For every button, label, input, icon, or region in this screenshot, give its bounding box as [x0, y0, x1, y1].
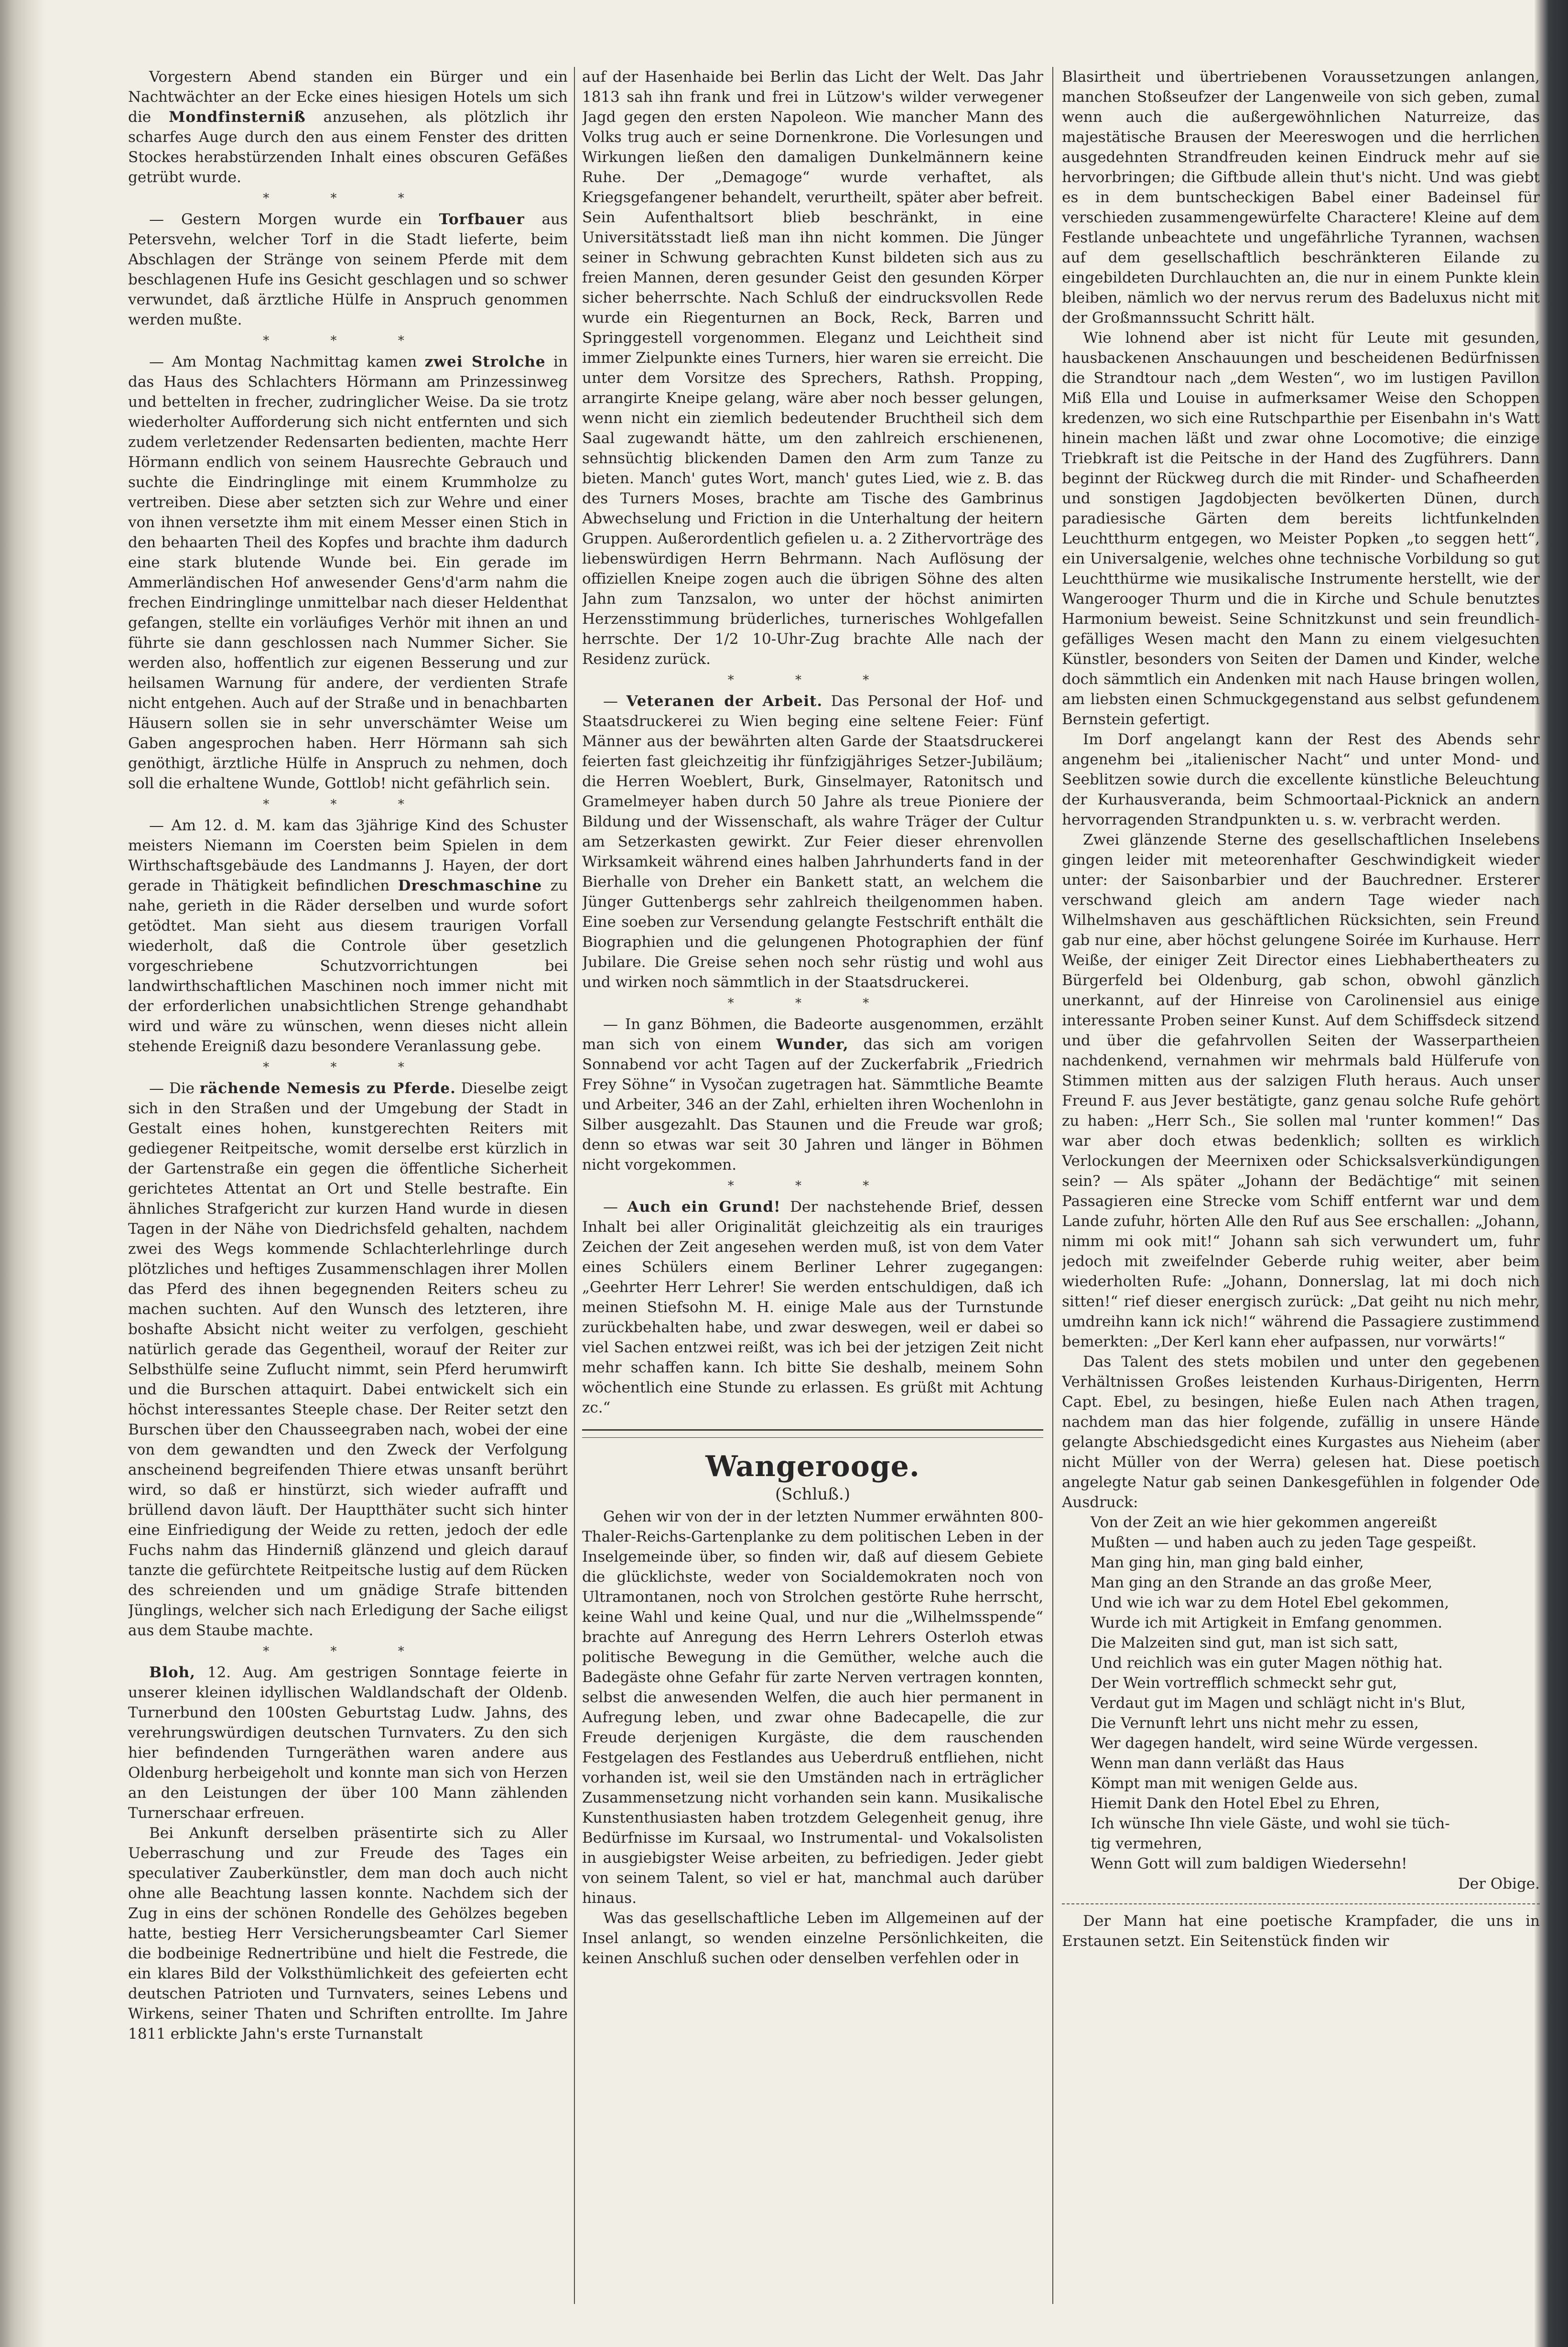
article-paragraph: — Am Montag Nachmittag kamen zwei Strolche in das Haus des Schlachters Hörmann am Prinzessinweg und bettelten in frecher, zudringlicher Weise. Da sie trotz wiederholter Aufforderung sich nicht entfernten und sich zudem verletzender Redensarten bedienten, machte Herr Hörmann endlich von seinem Hausrechte Gebrauch und suchte die Eindringlinge mit einem Krummholze zu vertreiben. Diese aber setzten sich zur Wehre und einer von ihnen versetzte ihm mit einem Messer einen Stich in den behaarten Theil des Kopfes und brachte ihm dadurch eine stark blutende Wunde bei. Ein gerade im Ammerländischen Hof anwesender Gens'd'arm nahm die frechen Eindringlinge unmittelbar nach dieser Heldenthat gefangen, stellte ein vorläufiges Verhör mit ihnen an und führte sie dann geschlossen nach Nummer Sicher. Sie werden also, hoffentlich zur eigenen Besserung und zur heilsamen Warnung für andere, der verdienten Strafe nicht entgehen. Auch auf der Straße und in benachbarten Häusern sollen sie in sehr unverschämter Weise um Gaben angesprochen haben. Herr Hörmann sah sich genöthigt, ärztliche Hülfe in Anspruch zu nehmen, doch soll die erhaltene Wunde, Gottlob! nicht gefährlich sein.: [128, 353, 568, 792]
article-paragraph: — Die rächende Nemesis zu Pferde. Dieselbe zeigt sich in den Straßen und der Umgebung der Stadt in Gestalt eines hohen, kunstgerechten Reiters mit gediegener Reitpeitsche, womit derselbe erst kürzlich in der Gartenstraße ein gegen die öffentliche Sicherheit gerichtetes Attentat an Ort und Stelle bestrafte. Ein ähnliches Strafgericht zur kurzen Hand wurde in diesen Tagen in der Nähe von Diedrichsfeld gehalten, nachdem zwei des Wegs kommende Schlachterlehrlinge durch plötzliches und heftiges Zusammenschlagen ihrer Mollen das Pferd des ihnen begegnenden Reiters scheu zu machen suchten. Auf den Wunsch des letzteren, ihre boshafte Absicht nicht weiter zu verfolgen, geschieht natürlich gerade das Gegentheil, worauf der Reiter zur Selbsthülfe seine Zuflucht nimmt, sein Pferd herumwirft und die Burschen attaquirt. Dabei entwickelt sich ein höchst interessantes Steeple chase. Der Reiter setzt den Burschen über den Chausseegraben nach, wobei der eine von dem gewandten und den Zweck der Verfolgung anscheinend begreifenden Thiere etwas unsanft berührt wird, so daß er hinstürzt, sich wieder aufrafft und brüllend davon läuft. Der Hauptthäter sucht sich hinter eine Einfriedigung der Weide zu retten, jedoch der edle Fuchs nahm das Hinderniß glänzend und gleich darauf tanzte die gefürchtete Reitpeitsche lustig auf dem Rücken des schreienden und um gnädige Strafe bittenden Jünglings, welcher sich nach Erledigung der Sache eiligst aus dem Staube machte.: [128, 1080, 568, 1639]
article-paragraph: — In ganz Böhmen, die Badeorte ausgenommen, erzählt man sich von einem Wunder, das sich am vorigen Sonnabend vor acht Tagen auf der Zuckerfabrik „Friedrich Frey Söhne“ in Vysočan zugetragen hat. Sämmtliche Beamte und Arbeiter, 346 an der Zahl, erhielten ihren Wochenlohn in Silber ausgezahlt. Das Staunen und die Freude war groß; denn so etwas war seit 30 Jahren und länger in Böhmen nicht vorgekommen.: [582, 1016, 1043, 1174]
section-separator: * * *: [263, 797, 433, 812]
article-paragraph: Der Mann hat eine poetische Krampfader, die uns in Erstaunen setzt. Ein Seitenstück finden wir: [1062, 1912, 1540, 1950]
section-separator: * * *: [727, 673, 898, 687]
section-separator: * * *: [727, 1179, 898, 1193]
column-rule-2: [1052, 67, 1053, 2304]
article-subtitle: (Schluß.): [775, 1485, 851, 1504]
article-headline: Wangerooge.: [705, 1450, 920, 1483]
article-paragraph: Das Talent des stets mobilen und unter den gegebenen Verhältnissen Großes leistenden Kurhaus-Dirigenten, Herrn Capt. Ebel, zu besingen, hieße Eulen nach Athen tragen, nachdem man das hier folgende, zufällig in unsere Hände gelangte Abschiedsgedicht eines Kurgastes aus Nieheim (aber nicht Müller von der Werra) gelesen hat. Diese poetisch angelegte Natur gab seinen Dankesgefühlen in folgender Ode Ausdruck:: [1062, 1353, 1540, 1511]
article-paragraph: Gehen wir von der in der letzten Nummer erwähnten 800-Thaler-Reichs-Gartenplanke zu dem politischen Leben in der Inselgemeinde über, so finden wir, daß auf diesem Gebiete die glücklichste, weder von Socialdemokraten noch von Ultramontanen, noch von Strolchen gestörte Ruhe herrscht, keine Wahl und keine Qual, und nur die „Wilhelmsspende“ brachte auf Anregung des Herrn Lehrers Osterloh etwas politische Bewegung in die Gemüther, welche auch die Badegäste ohne Gefahr für zarte Nerven vertragen konnten, selbst die anwesenden Welfen, die auch hier permanent in Aufregung leben, und zwar ohne Badecapelle, die zur Freude derjenigen Kurgäste, die dem rauschenden Festgelagen des Festlandes aus Ueberdruß entfliehen, nicht vorhanden ist, weil sie den Umständen nach in erträglicher Zusammensetzung nicht vorhanden sein kann. Musikalische Kunstenthusiasten haben trotzdem Gelegenheit genug, ihre Bedürfnisse im Kursaal, wo Instrumental- und Vokalsolisten in ausgiebigster Weise arbeiten, zu befriedigen. Jeder giebt von seinem Talent, so viel er hat, manchmal auch darüber hinaus.: [582, 1508, 1043, 1907]
article-paragraph: Wie lohnend aber ist nicht für Leute mit gesunden, hausbackenen Anschauungen und bescheidenen Bedürfnissen die Strandtour nach „dem Westen“, wo im lustigen Pavillon Miß Ella und Louise in aufmerksamer Weise den Schoppen kredenzen, wo sich eine Rutschparthie per Eisenbahn in's Watt hinein machen läßt und zwar ohne Locomotive; die einzige Triebkraft ist die Peitsche in der Hand des Zugführers. Dann beginnt der Rückweg durch die mit Rinder- und Schafheerden und sonstigen Jagdobjecten bevölkerten Dünen, durch paradiesische Gärten dem bereits lichtfunkelnden Leuchtthurm entgegen, wo Meister Popken „to seggen hett“, ein Universalgenie, welches ohne technische Vorbildung so gut Leuchtthürme wie musikalische Instrumente herstellt, wie der Wangerooger Thurm und die in Kirche und Schule benutztes Harmonium beweist. Seine Schnitzkunst und sein freundlich-gefälliges Wesen macht den Mann zu einem vielgesuchten Künstler, besonders von Seiten der Damen und Kinder, welche doch sämmtlich ein Andenken mit nach Hause bringen wollen, am liebsten einen Schmuckgegenstand aus selbst gefundenem Bernstein gefertigt.: [1062, 329, 1540, 728]
article-paragraph: — Auch ein Grund! Der nachstehende Brief, dessen Inhalt bei aller Originalität gleichzeitig als ein trauriges Zeichen der Zeit angesehen werden muß, ist von dem Vater eines Schülers einem Berliner Lehrer zugegangen: „Geehrter Herr Lehrer! Sie werden entschuldigen, daß ich meinen Stiefsohn M. H. einige Male aus der Turnstunde zurückbehalten habe, und zwar deswegen, weil er dabei so viel Sachen entzwei reißt, was ich bei der jetzigen Zeit nicht mehr schaffen kann. Ich bitte Sie deshalb, meinem Sohn wöchentlich eine Stunde zu erlassen. Es grüßt mit Achtung zc.“: [582, 1198, 1043, 1416]
dashed-separator: [1062, 1903, 1540, 1904]
article-paragraph: Was das gesellschaftliche Leben im Allgemeinen auf der Insel anlangt, so wenden einzelne Persönlichkeiten, die keinen Anschluß suchen oder denselben verfehlen oder in: [582, 1910, 1043, 1967]
section-separator: * * *: [263, 1060, 433, 1075]
article-paragraph: Blasirtheit und übertriebenen Voraussetzungen anlangen, manchen Stoßseufzer der Langenweile von sich geben, zumal wenn auch die außergewöhnlichen Naturreize, das majestätische Brausen der Meereswogen und die herrlichen ausgedehnten Strandfreuden keinen Eindruck mehr auf sie hervorbringen; die Giftbude allein thut's nicht. Und was giebt es in dem buntscheckigen Babel einer Badeinsel für verschieden zusammengewürfelte Charactere! Kleine auf dem Festlande unbeachtete und ungefährliche Tyrannen, wachsen auf dem gesellschaftlich beschränkteren Eilande zu eingebildeten Durchlauchten an, die nur in einem Punkte klein bleiben, nämlich wo der nervus rerum des Badeluxus nicht mit der Großmannssucht Schritt hält.: [1062, 68, 1540, 326]
article-paragraph: Im Dorf angelangt kann der Rest des Abends sehr angenehm bei „italienischer Nacht“ und unter Mond- und Seeblitzen sowie durch die excellente künstliche Beleuchtung der Kurhausveranda, beim Schmoortaal-Picknick an andern hervorragenden Strandpunkten u. s. w. verbracht werden.: [1062, 731, 1540, 828]
article-paragraph: auf der Hasenhaide bei Berlin das Licht der Welt. Das Jahr 1813 sah ihn frank und frei in Lützow's wilder verwegener Jagd gegen den ersten Napoleon. Wie mancher Mann des Volks trug auch er seine Dornenkrone. Die Vorlesungen und Wirkungen ließen den damaligen Dunkelmännern keine Ruhe. Der „Demagoge“ wurde verhaftet, als Kriegsgefangener behandelt, verurtheilt, später aber befreit. Sein Aufenthaltsort blieb beschränkt, in eine Universitätsstadt ließ man ihn nicht kommen. Die Jünger seiner in Schwung gebrachten Kunst bildeten sich aus zu freien Mannen, deren gesunder Geist den gesunden Körper sicher beherrschte. Nach Schluß der eindrucksvollen Rede wurde ein Riegenturnen an Bock, Reck, Barren und Springgestell vorgenommen. Eleganz und Leichtheit sind immer Zielpunkte eines Turners, hier waren sie erreicht. Die unter dem Vorsitze des Sprechers, Rathsh. Propping, arrangirte Kneipe gelang, wäre aber noch besser gelungen, wenn nicht ein ziemlich bedeutender Bruchtheil sich dem Saal zugewandt hätte, um den zahlreich erschienenen, sehnsüchtig blickenden Damen den Arm zum Tanze zu bieten. Manch' gutes Wort, manch' gutes Lied, wie z. B. das des Turners Moses, brachte am Tische des Gambrinus Abwechselung und Friction in die Unterhaltung der heitern Gruppen. Außerordentlich gefielen u. a. 2 Zithervorträge des liebenswürdigen Herrn Behrmann. Nach Auflösung der offiziellen Kneipe zogen auch die übrigen Söhne des alten Jahn zum Tanzsalon, wo unter der höchst animirten Herzensstimmung brüderliches, turnerisches Wohlgefallen herrschte. Der 1/2 10-Uhr-Zug brachte Alle nach der Residenz zurück.: [582, 68, 1043, 668]
column-2: [582, 67, 1043, 2328]
article-paragraph: Bei Ankunft derselben präsentirte sich zu Aller Ueberraschung und zur Freude des Tages ein speculativer Zauberkünstler, dem man doch auch nicht ohne alle Beachtung lassen konnte. Nachdem sich der Zug in eins der schönen Rondelle des Gehölzes begeben hatte, bestieg Herr Versicherungsbeamter Carl Siemer die bodbeinige Rednertribüne und hielt die Festrede, die ein klares Bild der Volksthümlichkeit des gefeierten echt deutschen Patrioten und Turnvaters, seines Lebens und Wirkens, seiner Thaten und Schriften entrollte. Im Jahre 1811 erblickte Jahn's erste Turnanstalt: [128, 1825, 568, 2043]
article-paragraph: Bloh, 12. Aug. Am gestrigen Sonntage feierte in unserer kleinen idyllischen Waldlandschaft der Oldenb. Turnerbund den 100sten Geburtstag Ludw. Jahns, des verehrungswürdigen deutschen Turnvaters. Zu den sich hier befindenden Turngeräthen waren andere aus Oldenburg herbeigeholt und konnte man sich von Herzen an den Leistungen der über 100 Mann zählenden Turnerschaar erfreuen.: [128, 1664, 568, 1822]
section-separator: * * *: [263, 1644, 433, 1659]
article-paragraph: — Am 12. d. M. kam das 3jährige Kind des Schuster meisters Niemann im Coersten beim Spielen in dem Wirthschaftsgebäude des Landmanns J. Hayen, der dort gerade in Thätigkeit befindlichen Dreschmaschine zu nahe, gerieth in die Räder derselben und wurde sofort getödtet. Man sieht aus diesem traurigen Vorfall wiederholt, daß die Controle über gesetzlich vorgeschriebene Schutzvorrichtungen bei landwirthschaftlichen Maschinen noch immer nicht mit der erforderlichen unabsichtlichen Strenge gehandhabt wird und wäre zu wünschen, wenn dieses nicht allein stehende Ereigniß dazu besondere Veranlassung gebe.: [128, 817, 568, 1055]
column-1: [128, 67, 568, 2328]
signature: Der Obige.: [1458, 1875, 1540, 1892]
section-rule: [582, 1429, 1043, 1438]
column-3: [1062, 67, 1540, 2328]
section-separator: * * *: [263, 191, 433, 206]
poem: Von der Zeit an wie hier gekommen angereißt Mußten — und haben auch zu jeden Tage gespeißt. Man ging hin, man ging bald einher, Man ging an den Strande an das große Meer, Und wie ich war zu dem Hotel Ebel gekommen, Wurde ich mit Artigkeit in Emfang genommen. Die Malzeiten sind gut, man ist sich satt, Und reichlich was ein guter Magen nöthig hat. Der Wein vortrefflich schmeckt sehr gut, Verdaut gut im Magen und schlägt nicht in's Blut, Die Vernunft lehrt uns nicht mehr zu essen, Wer dagegen handelt, wird seine Würde vergessen. Wenn man dann verläßt das Haus Kömpt man mit wenigen Gelde aus. Hiemit Dank den Hotel Ebel zu Ehren, Ich wünsche Ihn viele Gäste, und wohl sie tüch- tig vermehren, Wenn Gott will zum baldigen Wiedersehn!: [1091, 1514, 1479, 1872]
section-separator: * * *: [263, 334, 433, 348]
article-paragraph: Vorgestern Abend standen ein Bürger und ein Nachtwächter an der Ecke eines hiesigen Hotels um sich die Mondfinsterniß anzusehen, als plötzlich ihr scharfes Auge durch den aus einem Fenster des dritten Stockes herabstürzenden Inhalt eines obscuren Gefäßes getrübt wurde.: [128, 68, 568, 186]
article-paragraph: Zwei glänzende Sterne des gesellschaftlichen Inselebens gingen leider mit meteorenhafter Geschwindigkeit wieder unter: der Saisonbarbier und der Bauchredner. Ersterer verschwand gleich am andern Tage wieder nach Wilhelmshaven aus geschäftlichen Rücksichten, sein Freund gab nur eine, aber höchst gelungene Soirée im Kurhause. Herr Weiße, der einiger Zeit Director eines Liebhabertheaters zu Bürgerfeld bei Oldenburg, gab schon, obwohl gänzlich unerkannt, auf der Hinreise von Carolinensiel aus einige interessante Proben seiner Kunst. Auf dem Schiffsdeck sitzend und über die gefahrvollen Seiten der Wasserpartheien nachdenkend, vernahmen wir mehrmals bald Hülferufe von Stimmen mitten aus der salzigen Fluth heraus. Auch unser Freund F. aus Jever bestätigte, ganz genau solche Rufe gehört zu haben: „Herr Sch., Sie sollen mal 'runter kommen!“ Das war aber doch etwas bedenklich; sollten es wirklich Verlockungen der Meernixen oder Schicksalsverkündigungen sein? — Als später „Johann der Bedächtige“ mit seinen Passagieren eine Strecke vom Schiff entfernt war und dem Lande zufuhr, hörten Alle den Ruf aus See erschallen: „Johann, nimm mi ook mit!“ Johann sah sich verwundert um, fuhr jedoch mit zweifelnder Geberde ruhig weiter, aber beim wiederholten Rufe: „Johann, Donnerslag, lat mi doch nich sitten!“ rief dieser energisch zurück: „Dat geiht nu nich mehr, umdreihn kann ick nich!“ während die Passagiere zustimmend bemerkten: „Der Kerl kann eher aufpassen, nur vorwärts!“: [1062, 831, 1540, 1350]
article-paragraph: — Veteranen der Arbeit. Das Personal der Hof- und Staatsdruckerei zu Wien beging eine seltene Feier: Fünf Männer aus der bewährten alten Garde der Staatsdruckerei feierten fast gleichzeitig ihr fünfzigjähriges Setzer-Jubiläum; die Herren Woeblert, Burk, Ginselmayer, Ratonitsch und Gramelmeyer haben durch 50 Jahre als treue Pioniere der Bildung und der Wissenschaft, als wahre Träger der Cultur am Setzerkasten gewirkt. Zur Feier dieser ehrenvollen Wirksamkeit während eines halben Jahrhunderts fand in der Bierhalle von Dreher ein Bankett statt, an welchem die Jünger Guttenbergs sehr zahlreich theilgenommen haben. Eine soeben zur Versendung gelangte Festschrift enthält die Biographien und die gelungenen Photographien der fünf Jubilare. Die Greise sehen noch sehr rüstig und wohl aus und wirken noch sämmtlich in der Staatsdruckerei.: [582, 693, 1043, 991]
book-spine-shadow: [0, 0, 46, 2347]
column-rule-1: [574, 67, 575, 2304]
article-paragraph: — Gestern Morgen wurde ein Torfbauer aus Petersvehn, welcher Torf in die Stadt lieferte, beim Abschlagen der Stränge von seinem Pferde mit dem beschlagenen Hufe ins Gesicht geschlagen und so schwer verwundet, daß ärztliche Hülfe in Anspruch genommen werden mußte.: [128, 211, 568, 328]
section-separator: * * *: [727, 996, 898, 1011]
